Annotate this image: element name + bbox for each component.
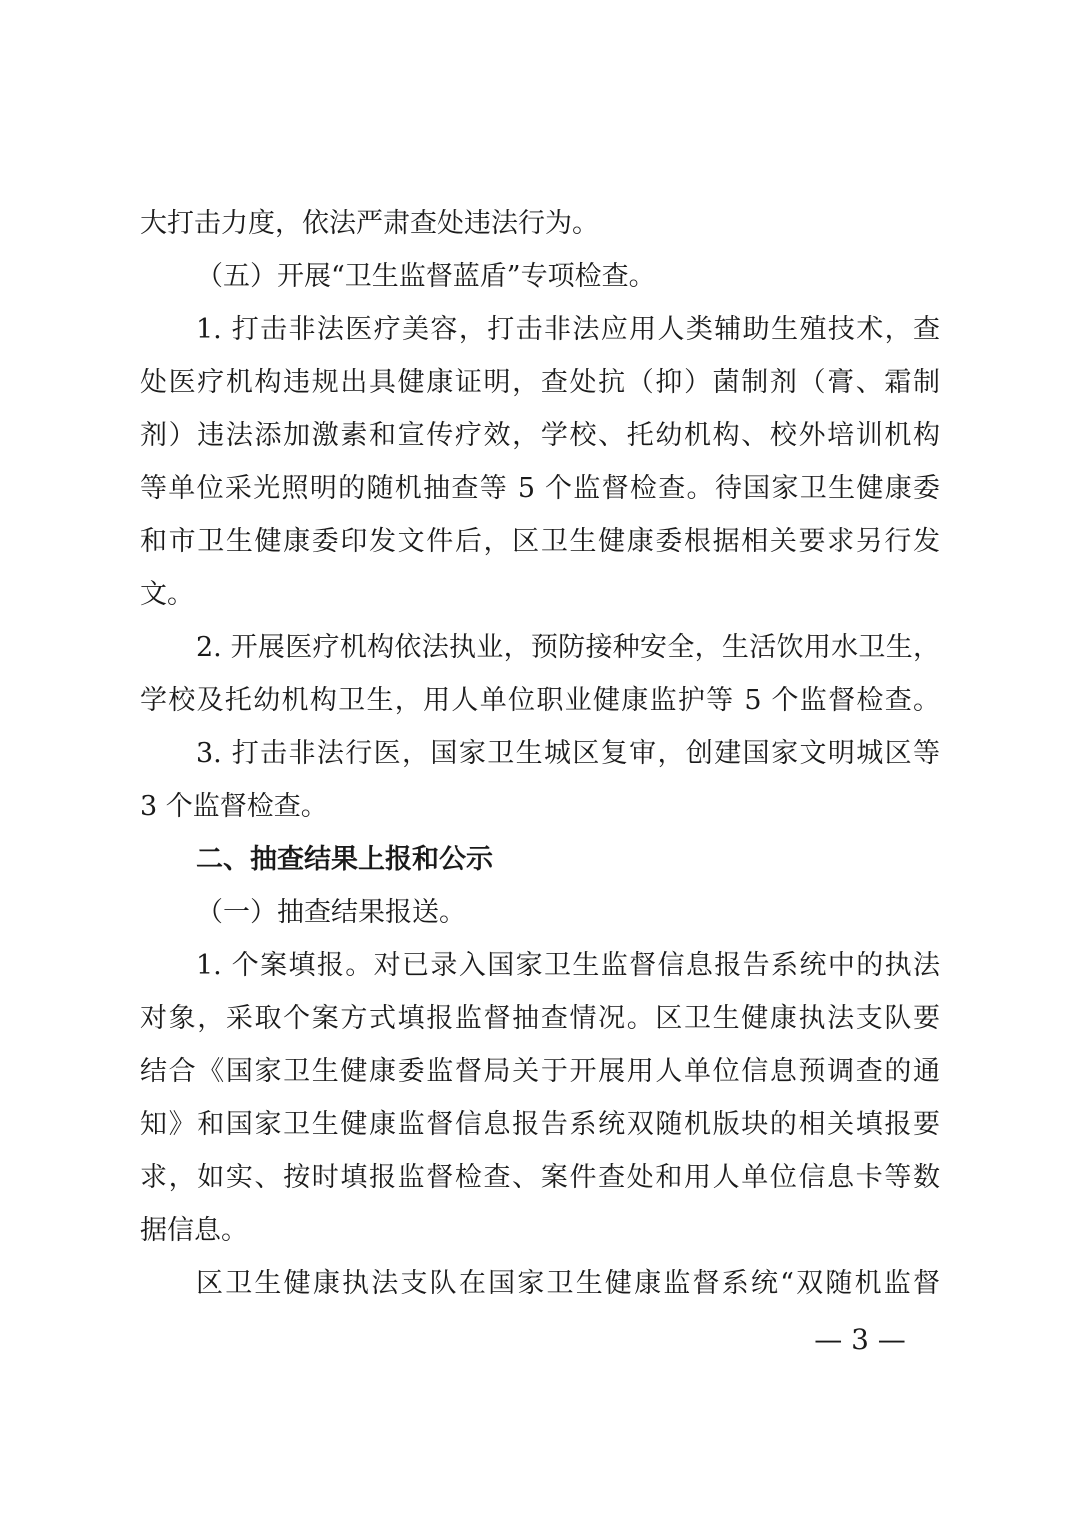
text-line: 据信息。 (140, 1215, 248, 1246)
text-line: 和市卫生健康委印发文件后，区卫生健康委根据相关要求另行发 (140, 526, 940, 557)
text-line: 剂）违法添加激素和宣传疗效，学校、托幼机构、校外培训机构 (140, 420, 940, 451)
text-line: 3 个监督检查。 (140, 791, 328, 822)
text-line: 3. 打击非法行医，国家卫生城区复审，创建国家文明城区等 (196, 738, 940, 769)
text-line: 求，如实、按时填报监督检查、案件查处和用人单位信息卡等数 (140, 1162, 940, 1193)
text-line: 处医疗机构违规出具健康证明，查处抗（抑）菌制剂（膏、霜制 (140, 367, 940, 398)
text-line: 结合《国家卫生健康委监督局关于开展用人单位信息预调查的通 (140, 1056, 940, 1087)
text-line: 学校及托幼机构卫生，用人单位职业健康监护等 5 个监督检查。 (140, 685, 940, 716)
text-line: 区卫生健康执法支队在国家卫生健康监督系统“双随机监督 (196, 1268, 940, 1299)
section-heading: （五）开展“卫生监督蓝盾”专项检查。 (196, 261, 656, 292)
text-line: 1. 个案填报。对已录入国家卫生监督信息报告系统中的执法 (196, 950, 940, 981)
text-line: 对象，采取个案方式填报监督抽查情况。区卫生健康执法支队要 (140, 1003, 940, 1034)
text-line: 2. 开展医疗机构依法执业，预防接种安全，生活饮用水卫生， (196, 632, 940, 663)
text-line: 等单位采光照明的随机抽查等 5 个监督检查。待国家卫生健康委 (140, 473, 940, 504)
text-line: 1. 打击非法医疗美容，打击非法应用人类辅助生殖技术，查 (196, 314, 940, 345)
section-heading: （一）抽查结果报送。 (196, 897, 466, 928)
page-number: — 3 — (814, 1323, 906, 1356)
chapter-heading: 二、抽查结果上报和公示 (196, 844, 493, 875)
text-line: 大打击力度，依法严肃查处违法行为。 (140, 208, 599, 239)
text-line: 知》和国家卫生健康监督信息报告系统双随机版块的相关填报要 (140, 1109, 940, 1140)
text-line: 文。 (140, 579, 194, 610)
